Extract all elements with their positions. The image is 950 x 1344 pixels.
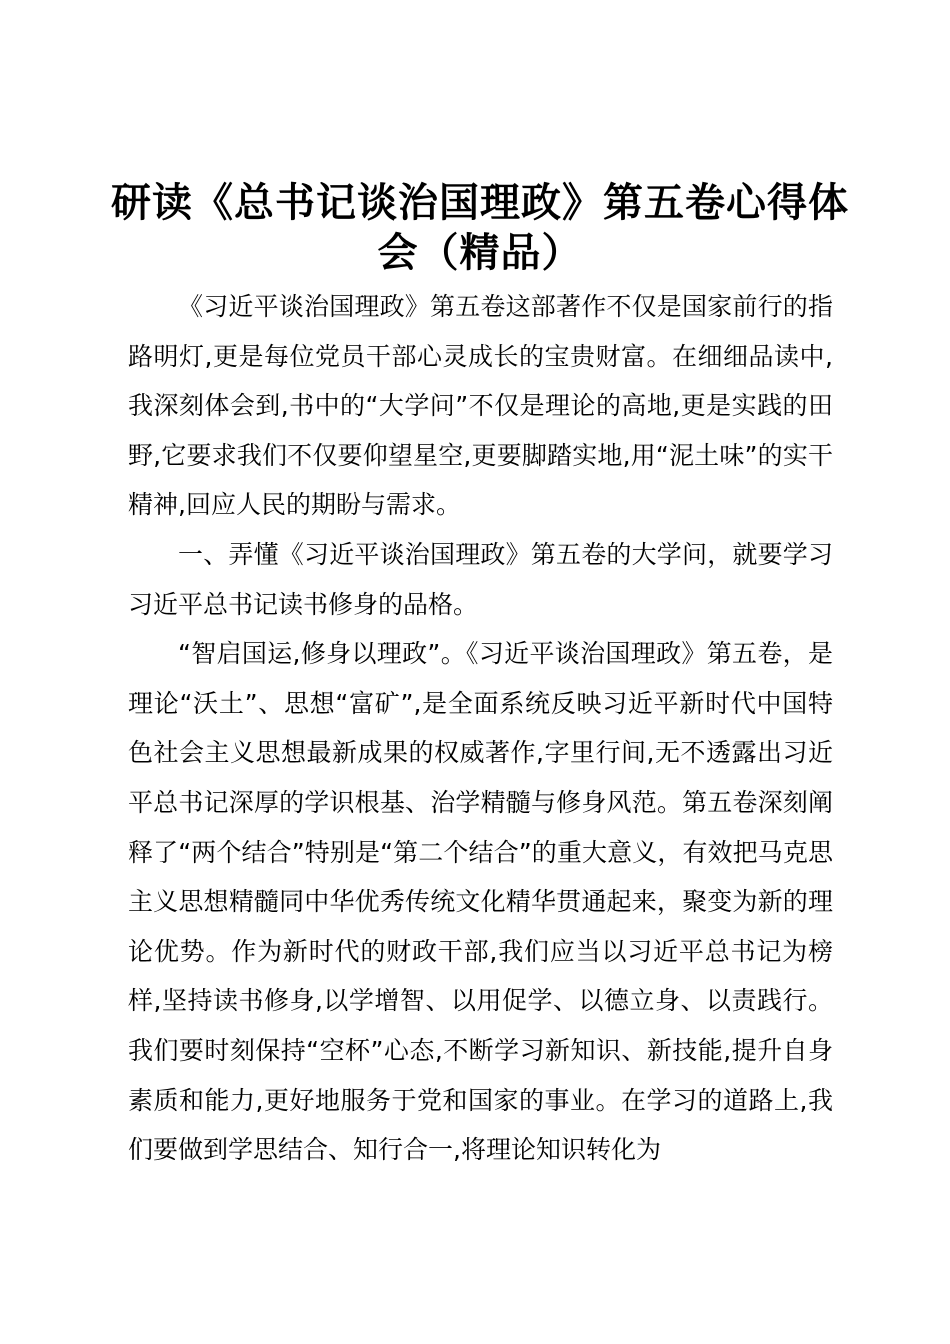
paragraph-section-body: “智启国运,修身以理政”。《习近平谈治国理政》第五卷，是理论“沃土”、思想“富矿”,是全面系统反映习近平新时代中国特色社会主义思想最新成果的权威著作,字里行间,无不透露出习近平总书记深厚的学识根基、治学精髓与修身风范。第五卷深刻阐释了“两个结合”特别是“第二个结合”的重大意义，有效把马克思主义思想精髓同中华优秀传统文化精华贯通起来，聚变为新的理论优势。作为新时代的财政干部,我们应当以习近平总书记为榜样,坚持读书修身,以学增智、以用促学、以德立身、以责践行。我们要时刻保持“空杯”心态,不断学习新知识、新技能,提升自身素质和能力,更好地服务于党和国家的事业。在学习的道路上,我们要做到学思结合、知行合一,将理论知识转化为 bbox=[128, 639, 833, 1165]
document-body bbox=[128, 282, 833, 1175]
document-title: 研读《总书记谈治国理政》第五卷心得体会（精品） bbox=[111, 180, 849, 276]
paragraph-intro: 《习近平谈治国理政》第五卷这部著作不仅是国家前行的指路明灯,更是每位党员干部心灵成长的宝贵财富。在细细品读中,我深刻体会到,书中的“大学问”不仅是理论的高地,更是实践的田野,它要求我们不仅要仰望星空,更要脚踏实地,用“泥土味”的实干精神,回应人民的期盼与需求。 bbox=[128, 292, 833, 520]
paragraph-section-heading: 一、弄懂《习近平谈治国理政》第五卷的大学问，就要学习习近平总书记读书修身的品格。 bbox=[128, 539, 833, 619]
